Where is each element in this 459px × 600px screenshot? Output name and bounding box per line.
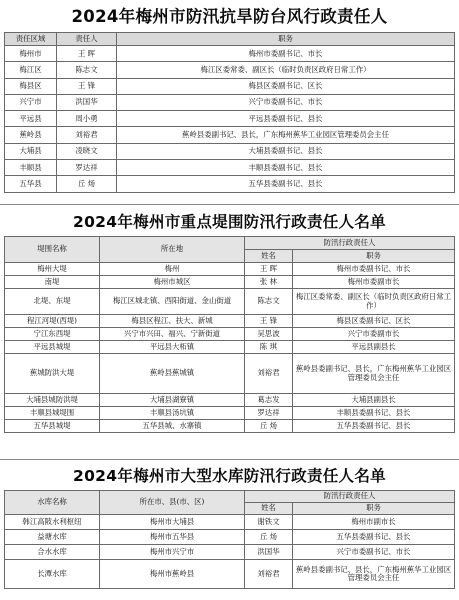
embankment-cell: 梅州大堤 [5, 263, 100, 276]
person-cell: 凌晓文 [57, 143, 117, 159]
post-cell: 五华县委副书记、县长 [293, 420, 455, 433]
location-cell: 梅州市城区 [100, 276, 245, 289]
embankment-cell: 大埔县城防洪堤 [5, 394, 100, 407]
table-row [5, 143, 455, 159]
table-row [5, 276, 455, 289]
person-cell: 张 林 [245, 276, 293, 289]
location-cell: 大埔县湖寮镇 [100, 394, 245, 407]
column-header: 职务 [293, 250, 455, 263]
post-cell: 大埔县委副书记、县长 [117, 143, 455, 159]
table-row [5, 46, 455, 62]
table-row [5, 407, 455, 420]
person-cell: 丘 炀 [245, 530, 293, 545]
person-cell: 王 晖 [57, 46, 117, 62]
person-cell: 王 晖 [245, 263, 293, 276]
post-cell: 五华县委副书记、县长 [117, 176, 455, 192]
person-cell: 丘 炀 [245, 420, 293, 433]
embankment-cell: 五华县城堤 [5, 420, 100, 433]
table-row [5, 328, 455, 341]
person-cell: 罗达祥 [57, 160, 117, 176]
section-divider [0, 459, 459, 460]
table-row [5, 176, 455, 192]
location-cell: 梅县区程江、扶大、新城 [100, 315, 245, 328]
reservoir-cell: 合水水库 [5, 545, 100, 560]
section-reservoir-responsibility [4, 463, 455, 589]
region-cell: 梅县区 [5, 78, 57, 94]
post-cell: 丰顺县委副书记、县长 [293, 407, 455, 420]
post-cell: 平远县委副书记、县长 [117, 111, 455, 127]
person-cell: 陈志文 [57, 62, 117, 78]
column-header: 堤围名称 [5, 237, 100, 263]
column-header: 责任区域 [5, 33, 57, 46]
location-cell: 梅江区城北镇、西阳街道、金山街道 [100, 289, 245, 315]
person-cell: 葛志发 [245, 394, 293, 407]
column-header: 水库名称 [5, 491, 100, 515]
table-row [5, 341, 455, 354]
person-cell: 丘 炀 [57, 176, 117, 192]
post-cell: 梅州市委副书记、市长 [293, 263, 455, 276]
column-header: 所在地 [100, 237, 245, 263]
region-cell: 梅江区 [5, 62, 57, 78]
embankment-table [4, 236, 455, 433]
location-cell: 平远县大柘镇 [100, 341, 245, 354]
location-cell: 丰顺县汤坑镇 [100, 407, 245, 420]
table-row [5, 394, 455, 407]
location-cell: 梅州市蕉岭县 [100, 560, 245, 589]
section-embankment-responsibility [4, 208, 455, 433]
table-row [5, 420, 455, 433]
column-header: 职务 [117, 33, 455, 46]
post-cell: 梅州市委副书记、市长 [117, 46, 455, 62]
post-cell: 五华县委副书记、县长 [293, 530, 455, 545]
person-cell: 洪国华 [57, 94, 117, 110]
reservoir-cell: 长潭水库 [5, 560, 100, 589]
table-row [5, 545, 455, 560]
reservoir-cell: 益塘水库 [5, 530, 100, 545]
section-title: 2024年梅州市大型水库防汛行政责任人名单 [73, 467, 386, 485]
column-group-header: 防汛行政责任人 [245, 491, 455, 503]
region-cell: 丰顺县 [5, 160, 57, 176]
responsibility-table [4, 32, 455, 193]
column-group-header: 防汛行政责任人 [245, 237, 455, 250]
embankment-cell: 宁江东西堤 [5, 328, 100, 341]
column-header: 姓名 [245, 503, 293, 515]
table-row [5, 78, 455, 94]
location-cell: 蕉岭县蕉城镇 [100, 354, 245, 394]
table-row [5, 289, 455, 315]
post-cell: 梅江区委常委、副区长（临时负责区政府日常工作） [117, 62, 455, 78]
person-cell: 陈 琪 [245, 341, 293, 354]
post-cell: 梅江区委常委、副区长（临时负责区政府日常工作） [293, 289, 455, 315]
region-cell: 兴宁市 [5, 94, 57, 110]
section-flood-responsibility [4, 2, 455, 193]
post-cell: 蕉岭县委副书记、县长，广东梅州蕉华工业园区管理委员会主任 [293, 354, 455, 394]
table-row [5, 111, 455, 127]
post-cell: 梅县区委副书记、区长 [117, 78, 455, 94]
person-cell: 王 锋 [245, 315, 293, 328]
post-cell: 兴宁市委副市长 [293, 328, 455, 341]
person-cell: 吴思波 [245, 328, 293, 341]
post-cell: 兴宁市委副书记、市长 [293, 545, 455, 560]
embankment-cell: 程江河堤(西堤) [5, 315, 100, 328]
post-cell: 梅县区委副书记、区长 [293, 315, 455, 328]
table-header-row [5, 491, 455, 503]
table-header-row [5, 33, 455, 46]
region-cell: 蕉岭县 [5, 127, 57, 143]
location-cell: 五华县城、水寨镇 [100, 420, 245, 433]
location-cell: 梅州市大埔县 [100, 515, 245, 530]
table-row [5, 127, 455, 143]
reservoir-cell: 韩江高陂水利枢纽 [5, 515, 100, 530]
region-cell: 五华县 [5, 176, 57, 192]
person-cell: 陈志文 [245, 289, 293, 315]
location-cell: 梅州市五华县 [100, 530, 245, 545]
embankment-cell: 北堤、东堤 [5, 289, 100, 315]
column-header: 所在市、县(市、区) [100, 491, 245, 515]
location-cell: 兴宁市兴田、福兴、宁新街道 [100, 328, 245, 341]
table-row [5, 62, 455, 78]
person-cell: 刘裕君 [57, 127, 117, 143]
table-header-row [5, 237, 455, 250]
section-title: 2024年梅州市重点堤围防汛行政责任人名单 [73, 213, 386, 231]
column-header: 姓名 [245, 250, 293, 263]
person-cell: 刘裕君 [245, 354, 293, 394]
embankment-cell: 南堤 [5, 276, 100, 289]
column-header: 职务 [293, 503, 455, 515]
section-title: 2024年梅州市防汛抗旱防台风行政责任人 [71, 7, 388, 26]
table-row [5, 160, 455, 176]
embankment-cell: 平远县城堤 [5, 341, 100, 354]
embankment-cell: 蕉城防洪大堤 [5, 354, 100, 394]
person-cell: 王 锋 [57, 78, 117, 94]
location-cell: 梅州 [100, 263, 245, 276]
section-divider [0, 204, 459, 205]
person-cell: 洪国华 [245, 545, 293, 560]
table-row [5, 315, 455, 328]
post-cell: 蕉岭县委副书记、县长，广东梅州蕉华工业园区管理委员会主任 [293, 560, 455, 589]
location-cell: 梅州市兴宁市 [100, 545, 245, 560]
table-row [5, 263, 455, 276]
post-cell: 蕉岭县委副书记、县长，广东梅州蕉华工业园区管理委员会主任 [117, 127, 455, 143]
table-row [5, 515, 455, 530]
post-cell: 平远县副县长 [293, 341, 455, 354]
embankment-cell: 丰顺县城堤围 [5, 407, 100, 420]
table-row [5, 354, 455, 394]
region-cell: 平远县 [5, 111, 57, 127]
region-cell: 梅州市 [5, 46, 57, 62]
person-cell: 周小勇 [57, 111, 117, 127]
table-row [5, 530, 455, 545]
post-cell: 梅州市副市长 [293, 515, 455, 530]
person-cell: 谢铁文 [245, 515, 293, 530]
table-row [5, 560, 455, 589]
region-cell: 大埔县 [5, 143, 57, 159]
reservoir-table [4, 490, 455, 589]
post-cell: 兴宁市委副书记、市长 [117, 94, 455, 110]
person-cell: 刘裕君 [245, 560, 293, 589]
table-row [5, 94, 455, 110]
post-cell: 丰顺县委副书记、县长 [117, 160, 455, 176]
person-cell: 罗达祥 [245, 407, 293, 420]
post-cell: 大埔县副县长 [293, 394, 455, 407]
column-header: 责任人 [57, 33, 117, 46]
post-cell: 梅州市委副市长 [293, 276, 455, 289]
